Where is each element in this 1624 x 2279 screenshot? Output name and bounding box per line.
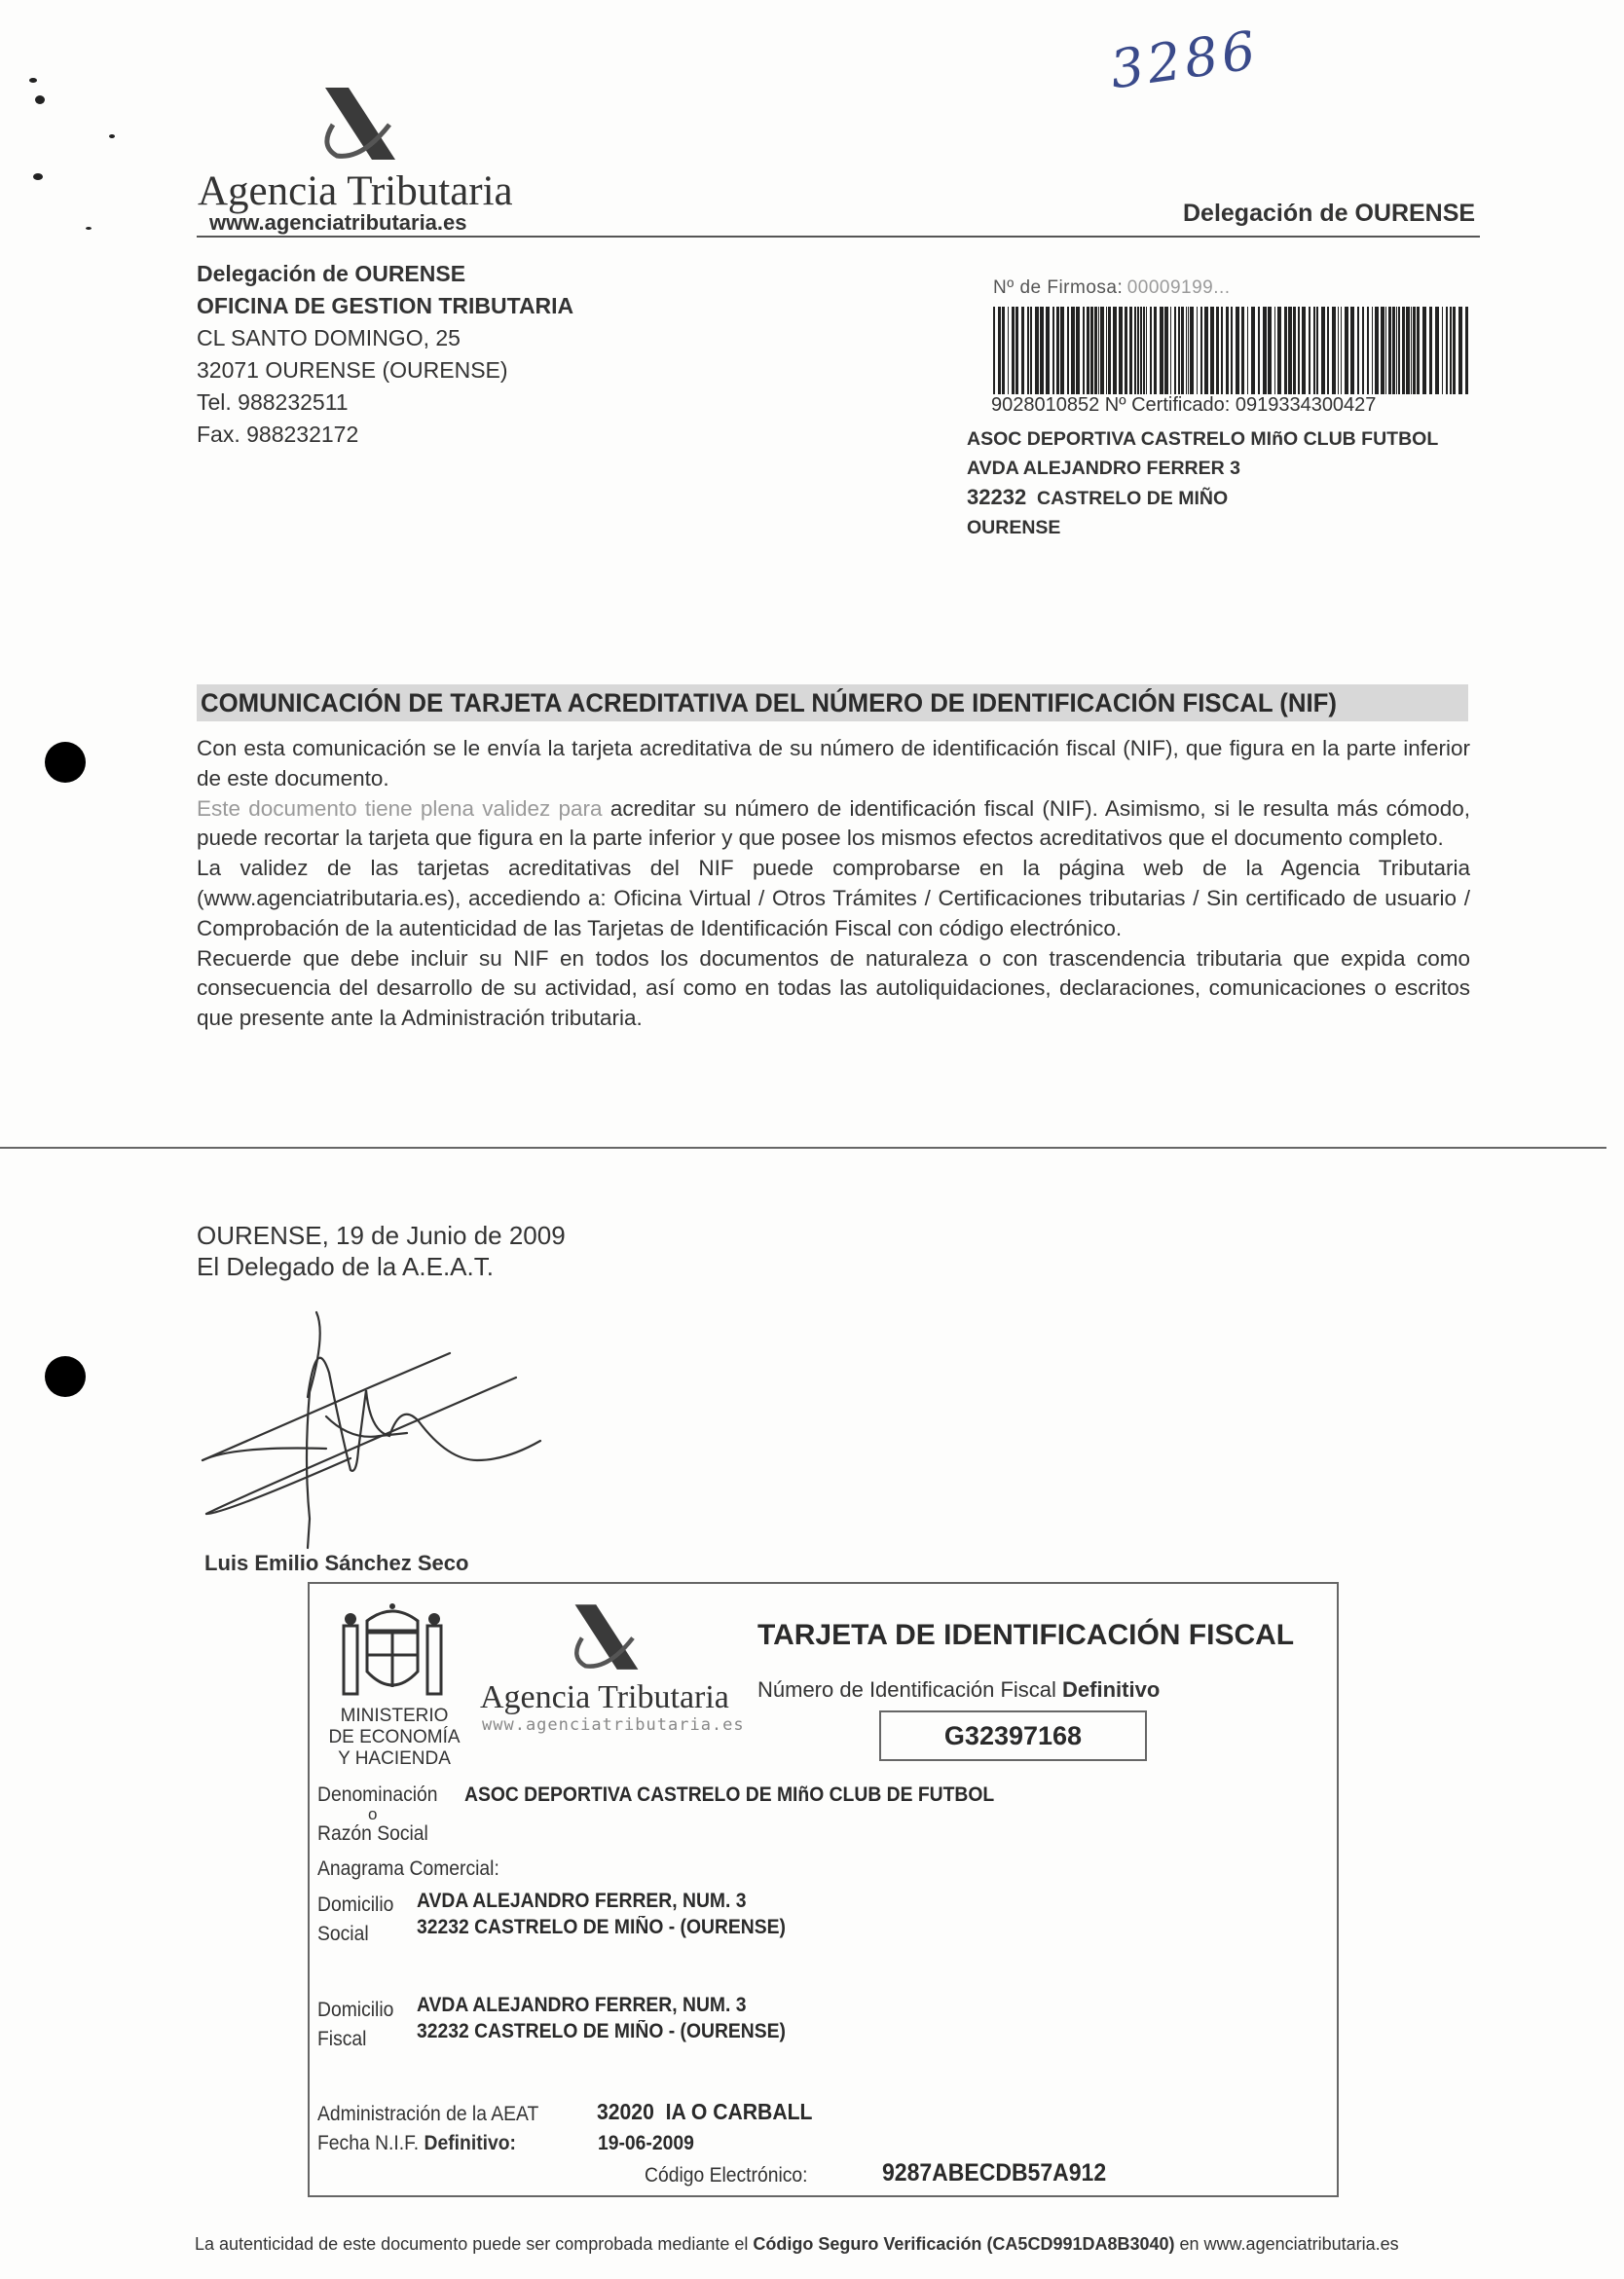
domicilio-social-label-2: Social [317,1923,369,1945]
barcode-bar [1170,307,1171,394]
barcode-bar [1076,307,1080,394]
barcode-bar [1375,307,1379,394]
barcode-bar [1226,307,1229,394]
communication-title: COMUNICACIÓN DE TARJETA ACREDITATIVA DEL NÚMERO DE IDENTIFICACIÓN FISCAL (NIF) [201,688,1337,717]
barcode-bar [1056,307,1059,394]
barcode-bar [1332,307,1336,394]
paragraph-2 [197,794,1470,855]
anagrama-label: Anagrama Comercial: [317,1857,499,1880]
barcode-bar [1338,307,1339,394]
domicilio-fiscal-line2: 32232 CASTRELO DE MIÑO - (OURENSE) [417,2020,786,2042]
domicilio-fiscal-label: Domicilio [317,1999,394,2021]
barcode-bar [1067,307,1069,394]
barcode-bar [1027,307,1029,394]
barcode-bar [1388,307,1391,394]
barcode-bar [1372,307,1373,394]
scan-speck [29,78,37,83]
recipient-province: OURENSE [967,517,1061,538]
administracion-label: Administración de la AEAT [317,2103,539,2125]
barcode-bar [1188,307,1189,394]
barcode-bar [1216,307,1219,394]
scan-speck [35,95,45,104]
barcode-bar [1008,307,1009,394]
barcode-bar [1450,307,1452,394]
footer-url[interactable]: en www.agenciatributaria.es [1174,2234,1399,2254]
barcode-bar [1396,307,1397,394]
barcode-bar [1381,307,1384,394]
barcode-bar [1413,307,1416,394]
barcode-bar [1125,307,1127,394]
barcode-bar [1411,307,1412,394]
nif-status: Definitivo [1062,1677,1161,1702]
signature-icon [195,1305,604,1558]
barcode-bar [1137,307,1139,394]
firmosa-label: Nº de Firmosa: [993,277,1124,298]
place-date: OURENSE, 19 de Junio de 2009 [197,1221,566,1250]
certificate-label: Nº Certificado: [1104,394,1231,416]
barcode-bar [1277,307,1281,394]
barcode-bar [1302,307,1306,394]
barcode-bar [1119,307,1123,394]
fecha-value: 19-06-2009 [598,2132,694,2154]
barcode-bar [1164,307,1168,394]
domicilio-social-line2: 32232 CASTRELO DE MIÑO - (OURENSE) [417,1916,786,1938]
barcode-bar [1134,307,1136,394]
barcode-bar [1313,307,1315,394]
barcode-bar [1160,307,1163,394]
barcode-bar [1274,307,1275,394]
barcode-bar [1060,307,1064,394]
card-title: TARJETA DE IDENTIFICACIÓN FISCAL [757,1619,1295,1651]
barcode-bar [993,307,995,394]
barcode-bar [1298,307,1300,394]
recipient-city: CASTRELO DE MIÑO [1037,488,1229,509]
barcode-bar [1100,307,1104,394]
barcode-bar [1288,307,1292,394]
header-logo-title: Agencia Tributaria [198,168,513,214]
firmosa-line [993,277,1231,299]
barcode-bar [1040,307,1044,394]
domicilio-fiscal-label-2: Fiscal [317,2028,367,2050]
denominacion-label: Denominación [317,1783,438,1806]
barcode-bar [1327,307,1329,394]
barcode-bar [1150,307,1152,394]
barcode-bar [1362,307,1364,394]
barcode-bar [1012,307,1015,394]
nif-label-line [757,1677,1160,1703]
scan-speck [33,173,43,180]
barcode-bar [1345,307,1348,394]
barcode-bar [1357,307,1359,394]
barcode-bar [1106,307,1107,394]
paragraph-3: La validez de las tarjetas acreditativas del NIF puede comprobarse en la página web de la Agencia Tributaria (www.agenciatributaria.es), accediendo a: Oficina Virtual / Otros Trámites / Certificaciones tributarias / Sin certificado de usuario / Comprobación de la autenticidad de las Tarjetas de Identificación Fiscal con código electrónico. [197,856,1470,940]
barcode-bar [1406,307,1410,394]
barcode-bar [1071,307,1075,394]
barcode-bar [1210,307,1214,394]
signature-block [197,1220,566,1282]
barcode-bar [1186,307,1187,394]
barcode-bar [1035,307,1039,394]
recipient-name: ASOC DEPORTIVA CASTRELO MIñO CLUB FUTBOL [967,428,1439,450]
footer-csv-code: (CA5CD991DA8B3040) [981,2234,1175,2254]
barcode-bar [1442,307,1443,394]
firmosa-value: 00009199... [1126,277,1231,298]
agencia-tributaria-logo-icon [312,86,409,164]
card-logo-url: www.agenciatributaria.es [482,1715,745,1735]
barcode-bar [1309,307,1310,394]
barcode [993,307,1470,394]
codigo-value: 9287ABECDB57A912 [882,2159,1107,2187]
scan-speck [86,227,92,230]
punch-hole [45,742,86,783]
barcode-bar [1200,307,1202,394]
spanish-coat-of-arms-icon [334,1601,451,1709]
codigo-label: Código Electrónico: [645,2164,808,2187]
barcode-bar [1021,307,1024,394]
barcode-bar [1284,307,1287,394]
barcode-bar [1251,307,1255,394]
card-logo-title: Agencia Tributaria [480,1679,729,1715]
handwritten-number: 3286 [1106,18,1264,101]
header-delegation: Delegación de OURENSE [1183,200,1476,227]
barcode-bar [1341,307,1342,394]
nif-label: Número de Identificación Fiscal [757,1677,1056,1702]
ministry-line: Y HACIENDA [338,1748,451,1769]
recipient-postal-code: 32232 [967,485,1027,509]
barcode-bar [1458,307,1462,394]
ministry-label [321,1706,467,1770]
barcode-bar [1046,307,1050,394]
domicilio-social-label: Domicilio [317,1893,394,1916]
barcode-bar [1263,307,1267,394]
barcode-bar [1108,307,1111,394]
ministry-line: DE ECONOMÍA [328,1727,461,1747]
ministry-line: MINISTERIO [340,1706,449,1726]
paragraph-4: Recuerde que debe incluir su NIF en todos los documentos de naturaleza o con trascendencia tributaria que expida como consecuencia del desarrollo de su actividad, así como en todas las autoliquidaciones, declaraciones, comunicaciones o escritos que presente ante la Administración tributaria. [197,945,1470,1031]
barcode-bar [1221,307,1223,394]
office-line: 32071 OURENSE (OURENSE) [197,357,508,383]
barcode-bar [1094,307,1097,394]
barcode-bar [1398,307,1400,394]
barcode-bar [1143,307,1145,394]
barcode-bar [1197,307,1198,394]
certificate-line [991,394,1376,417]
communication-body [197,734,1470,1034]
barcode-bar [1236,307,1239,394]
barcode-bar [1113,307,1117,394]
paragraph-1: Con esta comunicación se le envía la tarjeta acreditativa de su número de identificación fiscal (NIF), que figura en la parte inferior de este documento. [197,736,1470,790]
barcode-bar [1241,307,1244,394]
barcode-bar [1030,307,1032,394]
barcode-bar [1204,307,1208,394]
barcode-bar [1247,307,1248,394]
punch-hole [45,1356,86,1397]
razon-social-label: Razón Social [317,1822,428,1845]
administracion-value: 32020 IA O CARBALL [597,2099,813,2124]
barcode-bar [1083,307,1085,394]
certificate-number: 0919334300427 [1235,394,1377,416]
fecha-label: Fecha N.I.F. Definitivo: [317,2132,516,2154]
office-line: OFICINA DE GESTION TRIBUTARIA [197,293,574,318]
barcode-bar [998,307,1001,394]
barcode-bar [1174,307,1176,394]
barcode-bar [1350,307,1354,394]
footer-verification: La autenticidad de este documento puede ser comprobada mediante el Código Seguro Verificación (CA5CD991DA8B3040) en www.agenciatributaria.es [195,2234,1399,2254]
barcode-bar [1429,307,1432,394]
barcode-bar [1140,307,1142,394]
barcode-bar [1402,307,1405,394]
scan-speck [109,134,115,138]
domicilio-social-line1: AVDA ALEJANDRO FERRER, NUM. 3 [417,1890,747,1912]
barcode-bar [1367,307,1369,394]
nif-value: G32397168 [879,1710,1147,1761]
barcode-bar [1154,307,1157,394]
barcode-bar [1146,307,1147,394]
barcode-bar [1087,307,1089,394]
office-address [197,258,573,451]
barcode-bar [1321,307,1325,394]
barcode-bar [1385,307,1386,394]
barcode-bar [1052,307,1054,394]
card-agencia-logo-icon [563,1601,650,1674]
denominacion-o: o [368,1805,378,1823]
barcode-bar [1129,307,1132,394]
barcode-bar [1417,307,1420,394]
paragraph-2-faded: Este documento tiene plena validez para [197,795,603,821]
signer-role: El Delegado de la A.E.A.T. [197,1252,494,1281]
domicilio-fiscal-line1: AVDA ALEJANDRO FERRER, NUM. 3 [417,1994,747,2016]
barcode-bar [1435,307,1439,394]
recipient-street: AVDA ALEJANDRO FERRER 3 [967,458,1240,479]
header-divider [197,236,1480,238]
barcode-bar [1231,307,1233,394]
barcode-bar [1465,307,1468,394]
paragraph-2-text: acreditar su número de identificación fiscal (NIF). Asimismo, si le resulta más cómodo, puede recortar la tarjeta que figura en la parte inferior y que posee los mismos efectos acreditativos que el documento completo. [197,795,1470,851]
header-logo-url[interactable]: www.agenciatributaria.es [209,210,467,235]
barcode-bar [1258,307,1260,394]
barcode-bar [1316,307,1318,394]
recipient-address [967,424,1438,542]
barcode-bar [1098,307,1099,394]
office-line: Delegación de OURENSE [197,261,466,286]
barcode-bar [1446,307,1448,394]
barcode-bar [1002,307,1005,394]
barcode-bar [1178,307,1180,394]
office-line: CL SANTO DOMINGO, 25 [197,325,461,350]
signer-name: Luis Emilio Sánchez Seco [204,1551,469,1575]
barcode-bar [1293,307,1296,394]
barcode-bar [1453,307,1456,394]
barcode-bar [1015,307,1018,394]
barcode-bar [1392,307,1395,394]
footer-csv-label: Código Seguro Verificación [753,2234,982,2254]
denominacion-value: ASOC DEPORTIVA CASTRELO DE MIñO CLUB DE FUTBOL [464,1783,995,1806]
cut-line [0,1147,1606,1149]
office-line: Tel. 988232511 [197,389,349,415]
office-line: Fax. 988232172 [197,422,359,447]
barcode-number: 9028010852 [991,394,1100,416]
fecha-label-bold: Definitivo: [424,2132,516,2154]
barcode-bar [1422,307,1426,394]
barcode-bar [1268,307,1272,394]
barcode-bar [1090,307,1093,394]
barcode-bar [1181,307,1184,394]
barcode-bar [1190,307,1194,394]
